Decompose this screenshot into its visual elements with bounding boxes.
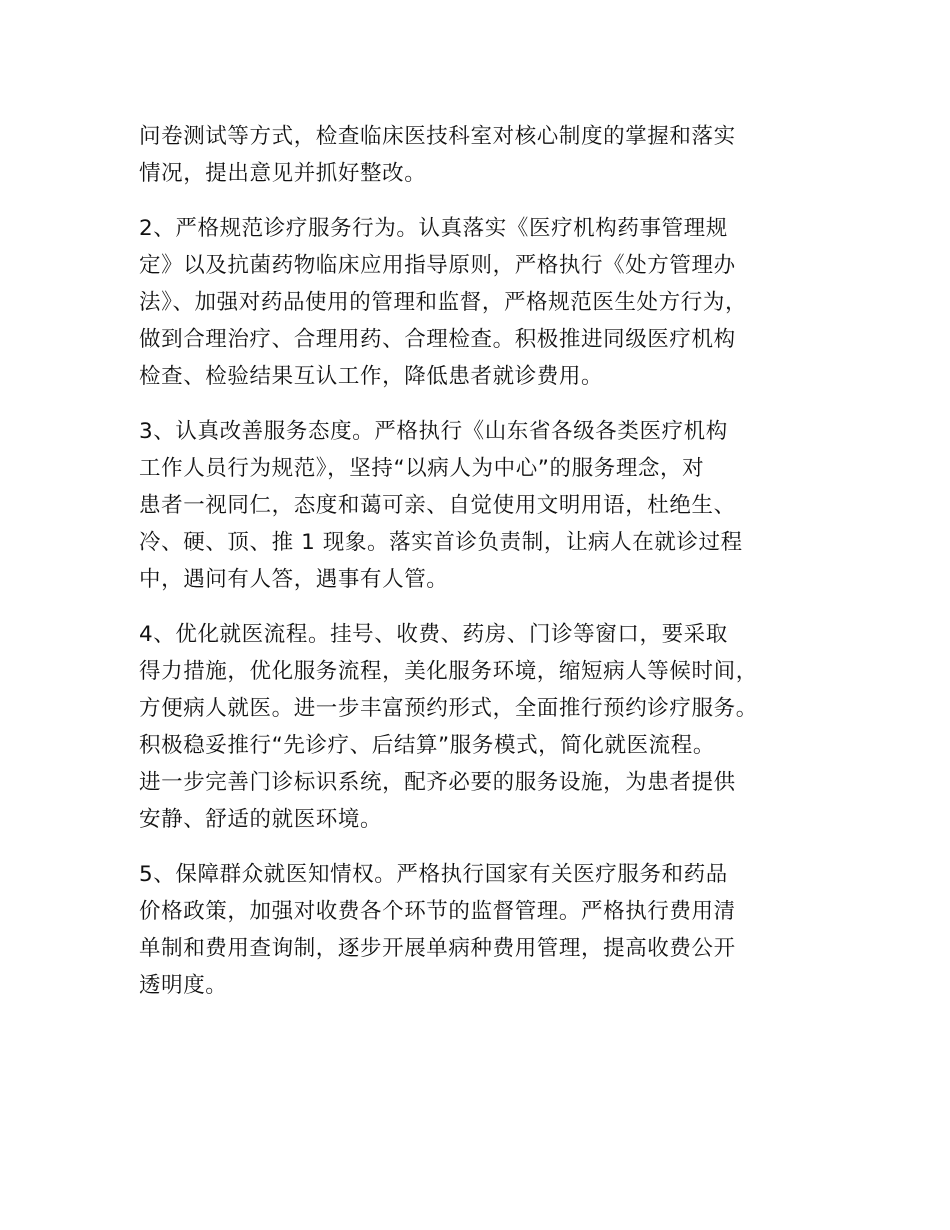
text-line: 积极稳妥推行“先诊疗、后结算”服务模式，简化就医流程。 bbox=[139, 733, 715, 758]
paragraph-2 bbox=[139, 210, 811, 395]
paragraph-1 bbox=[139, 118, 811, 192]
text-line: 价格政策，加强对收费各个环节的监督管理。严格执行费用清 bbox=[139, 899, 736, 924]
text-line: 问卷测试等方式，检查临床医技科室对核心制度的掌握和落实 bbox=[139, 124, 736, 149]
text-line: 透明度。 bbox=[139, 973, 228, 998]
text-line: 得力措施，优化服务流程，美化服务环境，缩短病人等候时间， bbox=[139, 659, 758, 684]
text-line: 4、优化就医流程。挂号、收费、药房、门诊等窗口，要采取 bbox=[139, 622, 728, 647]
text-line: 冷、硬、顶、推 1 现象。落实首诊负责制，让病人在就诊过程 bbox=[139, 530, 743, 555]
text-line: 3、认真改善服务态度。严格执行《山东省各级各类医疗机构 bbox=[139, 419, 728, 444]
text-line: 定》以及抗菌药物临床应用指导原则，严格执行《处方管理办 bbox=[139, 253, 736, 278]
text-line: 单制和费用查询制，逐步开展单病种费用管理，提高收费公开 bbox=[139, 936, 736, 961]
text-line: 患者一视同仁，态度和蔼可亲、自觉使用文明用语，杜绝生、 bbox=[139, 493, 736, 518]
text-line: 情况，提出意见并抓好整改。 bbox=[139, 161, 427, 186]
text-line: 中，遇问有人答，遇事有人管。 bbox=[139, 567, 449, 592]
paragraph-4 bbox=[139, 616, 811, 838]
paragraph-5 bbox=[139, 856, 811, 1004]
text-line: 5、保障群众就医知情权。严格执行国家有关医疗服务和药品 bbox=[139, 862, 728, 887]
text-line: 法》、加强对药品使用的管理和监督，严格规范医生处方行为， bbox=[139, 290, 748, 315]
paragraph-3 bbox=[139, 413, 811, 598]
text-line: 检查、检验结果互认工作，降低患者就诊费用。 bbox=[139, 364, 604, 389]
text-line: 工作人员行为规范》，坚持“以病人为中心”的服务理念，对 bbox=[139, 456, 705, 481]
text-line: 进一步完善门诊标识系统，配齐必要的服务设施，为患者提供 bbox=[139, 770, 736, 795]
text-line: 安静、舒适的就医环境。 bbox=[139, 807, 383, 832]
document-body bbox=[139, 118, 811, 1022]
text-line: 2、严格规范诊疗服务行为。认真落实《医疗机构药事管理规 bbox=[139, 216, 728, 241]
text-line: 做到合理治疗、合理用药、合理检查。积极推进同级医疗机构 bbox=[139, 327, 736, 352]
text-line: 方便病人就医。进一步丰富预约形式，全面推行预约诊疗服务。 bbox=[139, 696, 758, 721]
